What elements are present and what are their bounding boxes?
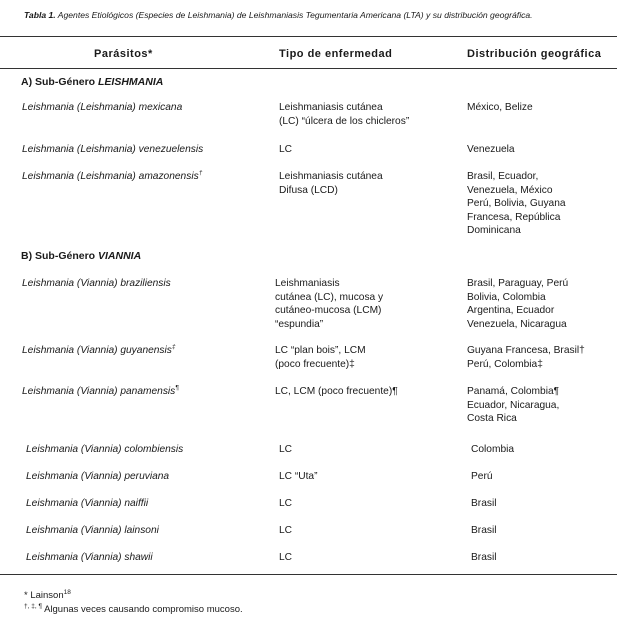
tipo-cell — [279, 170, 383, 197]
tipo-cell — [275, 277, 383, 331]
tipo-cell — [279, 497, 292, 511]
section-name: LEISHMANIA — [98, 76, 164, 88]
footnote-mucoso-text: Algunas veces causando compromiso mucoso. — [41, 604, 243, 615]
top-rule — [0, 36, 617, 37]
header-tipo: Tipo de enfermedad — [279, 48, 393, 60]
tipo-line: (poco frecuente)‡ — [275, 358, 355, 370]
dist-line: Venezuela — [467, 144, 515, 155]
header-parasitos: Parásitos* — [94, 48, 153, 60]
dist-cell — [471, 551, 496, 565]
species-name: Leishmania (Viannia) guyanensis — [22, 345, 172, 356]
footnote-symbols: †, ‡, ¶ — [24, 602, 42, 610]
dist-line: Bolivia, Colombia — [467, 291, 546, 303]
dist-line: Perú, Colombia‡ — [467, 358, 543, 370]
tipo-line: LC “plan bois”, LCM — [275, 345, 366, 356]
dist-cell — [467, 101, 533, 115]
tipo-cell — [279, 524, 292, 538]
species-cell — [26, 524, 159, 538]
tipo-line: LC, LCM (poco frecuente)¶ — [275, 386, 398, 397]
tipo-line: LC — [279, 144, 293, 155]
dist-line: Colombia — [471, 444, 515, 455]
tipo-line: LC — [279, 498, 293, 509]
footnote-mucoso — [24, 604, 243, 615]
tipo-cell — [279, 143, 292, 157]
species-name: Leishmania (Viannia) naiffii — [26, 498, 149, 509]
dist-line: Brasil — [471, 498, 497, 509]
tipo-line: (LC) “úlcera de los chicleros” — [279, 115, 410, 127]
species-cell — [22, 385, 179, 399]
species-name: Leishmania (Viannia) shawii — [26, 552, 153, 563]
species-sup: ¶ — [175, 384, 179, 392]
header-distribucion: Distribución geográfica — [467, 48, 602, 60]
species-sup: † — [198, 169, 203, 177]
species-cell — [26, 551, 153, 565]
tipo-line: Leishmaniasis cutánea — [279, 102, 383, 113]
footnote-ref: 18 — [63, 588, 71, 596]
dist-line: Guyana Francesa, Brasil† — [467, 345, 585, 356]
species-name: Leishmania (Viannia) colombiensis — [26, 444, 184, 455]
dist-cell — [467, 344, 585, 371]
caption-text: Agentes Etiológicos (Especies de Leishmania) de Leishmaniasis Tegumentaria Americana (LTA) y su distribución geográfica. — [55, 10, 533, 20]
footnote-lainson — [24, 590, 71, 601]
dist-line: Brasil, Paraguay, Perú — [467, 278, 569, 289]
tipo-cell — [279, 470, 318, 484]
dist-line: Perú — [471, 471, 493, 482]
dist-line: Brasil — [471, 525, 497, 536]
dist-cell — [471, 443, 514, 457]
tipo-line: LC — [279, 552, 293, 563]
dist-line: Ecuador, Nicaragua, — [467, 399, 560, 411]
species-name: Leishmania (Viannia) peruviana — [26, 471, 170, 482]
species-name: Leishmania (Leishmania) mexicana — [22, 102, 183, 113]
species-name: Leishmania (Leishmania) venezuelensis — [22, 144, 204, 155]
dist-line: Brasil — [471, 552, 497, 563]
section-name: VIANNIA — [98, 250, 142, 262]
dist-line: Venezuela, México — [467, 184, 553, 196]
dist-line: Francesa, República — [467, 211, 561, 223]
dist-line: Perú, Bolivia, Guyana — [467, 198, 566, 209]
dist-cell — [467, 277, 568, 331]
species-cell — [26, 443, 183, 457]
tipo-line: Difusa (LCD) — [279, 184, 338, 196]
tipo-cell — [275, 344, 366, 371]
tipo-line: “espundia” — [275, 318, 324, 330]
dist-cell — [471, 524, 496, 538]
footnote-lainson-text: * Lainson — [24, 590, 64, 601]
header-rule — [0, 68, 617, 69]
tipo-cell — [279, 443, 292, 457]
species-name: Leishmania (Leishmania) amazonensis — [22, 171, 199, 182]
tipo-line: cutáneo-mucosa (LCM) — [275, 305, 382, 316]
species-name: Leishmania (Viannia) panamensis — [22, 386, 176, 397]
tipo-line: LC “Uta” — [279, 471, 318, 482]
dist-cell — [467, 385, 559, 426]
species-cell — [22, 143, 203, 157]
section-prefix: A) Sub-Género — [21, 76, 99, 88]
caption-label: Tabla 1. — [24, 10, 56, 20]
species-cell — [26, 497, 148, 511]
tipo-line: LC — [279, 525, 293, 536]
tipo-line: Leishmaniasis — [275, 278, 340, 289]
dist-line: Dominicana — [467, 225, 521, 236]
dist-line: Costa Rica — [467, 413, 517, 424]
tipo-line: LC — [279, 444, 293, 455]
tipo-cell — [279, 101, 409, 128]
dist-line: Brasil, Ecuador, — [467, 171, 539, 182]
species-cell — [22, 101, 182, 115]
species-cell — [22, 170, 202, 184]
table-caption — [24, 10, 533, 20]
dist-line: Argentina, Ecuador — [467, 305, 555, 316]
species-name: Leishmania (Viannia) braziliensis — [22, 278, 171, 289]
species-cell — [26, 470, 169, 484]
dist-line: Panamá, Colombia¶ — [467, 386, 560, 397]
dist-cell — [467, 143, 515, 157]
species-name: Leishmania (Viannia) lainsoni — [26, 525, 159, 536]
dist-line: México, Belize — [467, 102, 533, 113]
species-sup: ‡ — [171, 343, 176, 351]
species-cell — [22, 277, 171, 291]
dist-cell — [467, 170, 566, 238]
bottom-rule — [0, 574, 617, 575]
section-viannia — [21, 250, 141, 262]
dist-line: Venezuela, Nicaragua — [467, 318, 567, 330]
tipo-cell — [279, 551, 292, 565]
section-prefix: B) Sub-Género — [21, 250, 99, 262]
species-cell — [22, 344, 176, 358]
tipo-line: Leishmaniasis cutánea — [279, 171, 383, 182]
dist-cell — [471, 470, 493, 484]
dist-cell — [471, 497, 496, 511]
section-leishmania — [21, 76, 163, 88]
tipo-line: cutánea (LC), mucosa y — [275, 291, 384, 303]
tipo-cell — [275, 385, 398, 399]
